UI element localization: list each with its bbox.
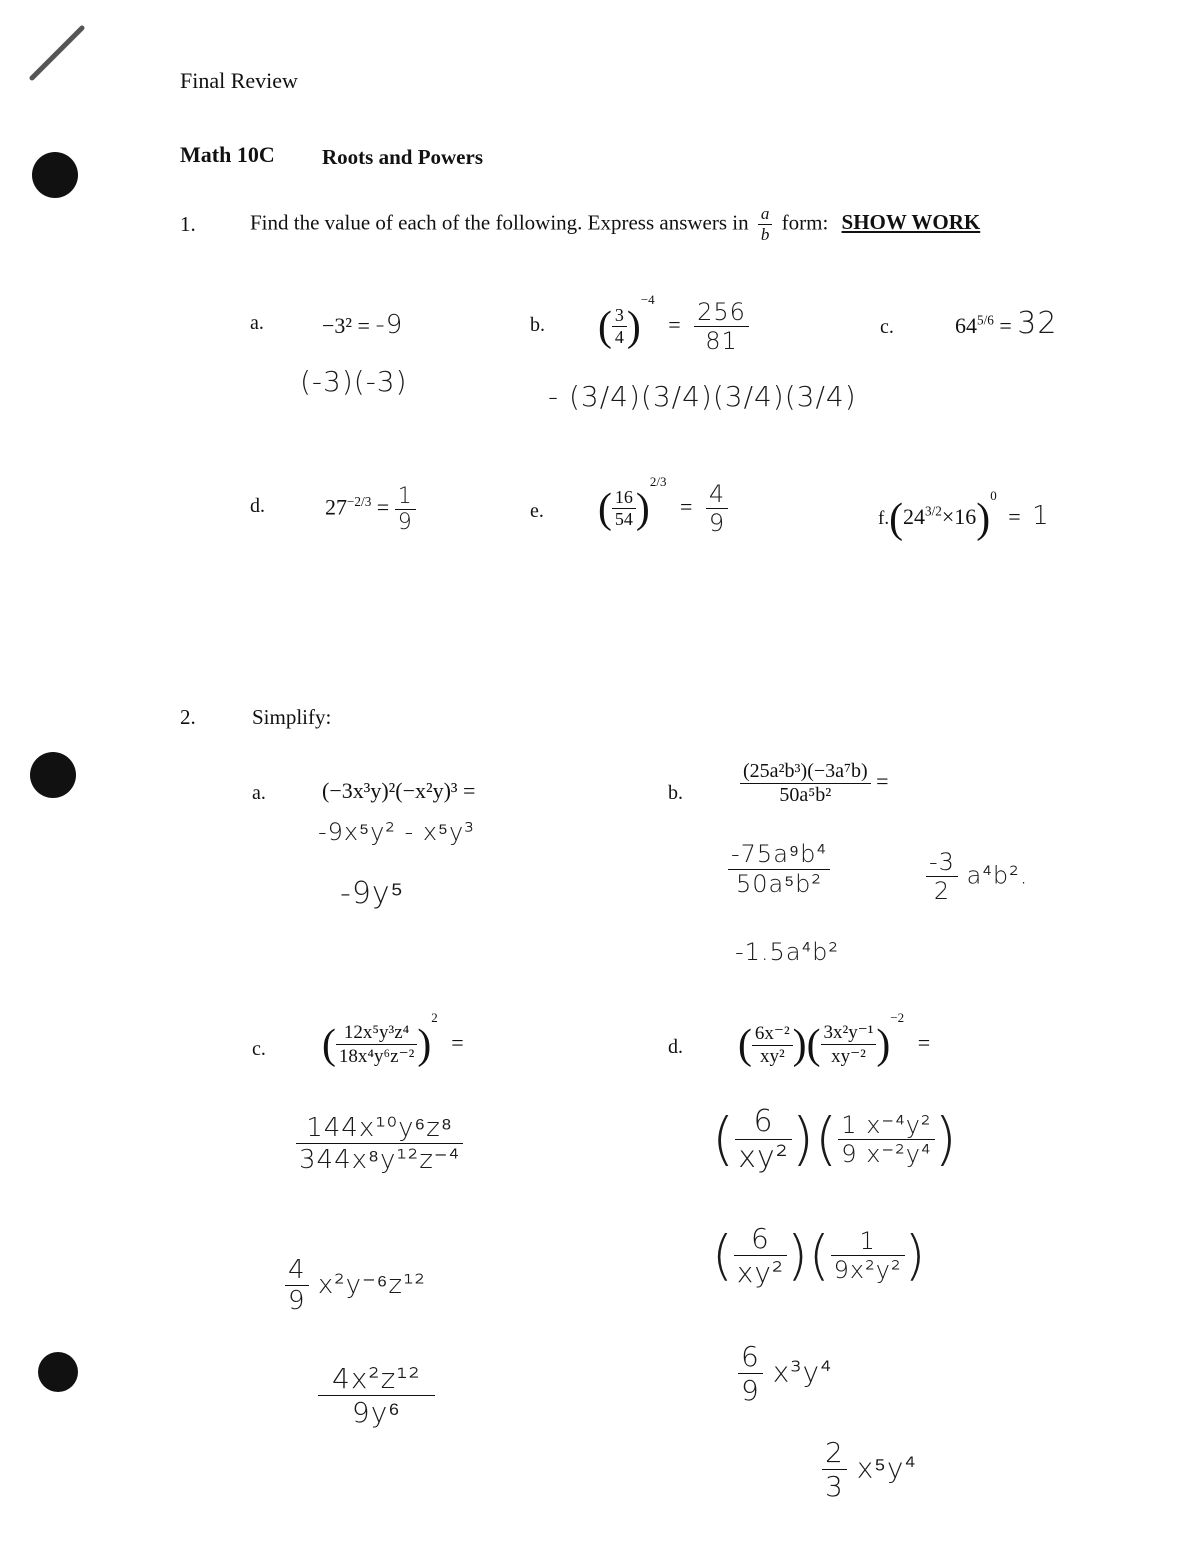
q2d-expression: ( $\frac{\text{6x⁻²}}{\text{xy²}}$ )( $\frac{\text{3x²y⁻¹}}{\text{xy⁻²}}$ )$^{-2}$ = [738, 1010, 931, 1068]
q1b-base-num: 3 [612, 305, 627, 327]
q1e-answer-num: 4 [706, 480, 728, 509]
q1e-answer [706, 480, 728, 537]
q2d-work-2a-den: xy² [736, 1256, 785, 1289]
q1d-answer-den: 9 [397, 510, 413, 535]
q2c-work-2 [285, 1255, 426, 1316]
q2d-work-1b-top: x⁻⁴y² [866, 1111, 932, 1139]
q1d-answer-num: 1 [395, 484, 416, 510]
binder-hole-bottom [38, 1352, 78, 1392]
q2d-factor-1 [752, 1022, 793, 1068]
show-work-label: SHOW WORK [841, 210, 981, 235]
q2b-decimal: -1.5a⁴b² [735, 938, 840, 966]
q2d-work-1b-den: 9 [841, 1140, 858, 1168]
q2d-work-1b-bot: x⁻²y⁴ [866, 1140, 932, 1168]
q1d-base: 27 [325, 494, 347, 520]
q2b-answer-fraction [926, 848, 958, 905]
q1f-times: ×16 [941, 504, 977, 529]
q2d-exponent: −2 [890, 1010, 905, 1025]
q2b-numerator: (25a²b³)(−3a⁷b) [740, 760, 871, 784]
q1f-exponent: 0 [990, 488, 997, 503]
q2b-denominator: 50a⁵b² [779, 784, 832, 806]
q2c-work-3 [318, 1362, 435, 1429]
q2b-answer [926, 848, 1028, 905]
q2c-work-2-den: 9 [288, 1286, 306, 1316]
unit-title: Roots and Powers [322, 145, 483, 169]
fraction-numerator: a [758, 204, 773, 225]
q2d-equals: = [917, 1030, 931, 1055]
instruction-end: form: [781, 210, 829, 235]
q2d-factor-2-num: 3x²y⁻¹ [821, 1021, 877, 1045]
q2b-answer-num: -3 [926, 848, 958, 877]
q1d-exponent: −2/3 [347, 494, 372, 510]
q1b-exponent: −4 [640, 292, 655, 307]
q2d-work-2: ( $\frac{6}{\text{xy²}}$ )( $\frac{1}{\text{9x²y²}}$ ) [712, 1222, 927, 1289]
q1e-base [612, 487, 636, 530]
q2c-exponent: 2 [431, 1010, 438, 1025]
q1d-equals: = [376, 494, 390, 520]
q2d-work-1a-num: 6 [735, 1104, 792, 1140]
q2a-printed: (−3x³y)²(−x²y)³ = [322, 778, 476, 803]
q1f-label: f. [878, 508, 890, 529]
q2c-work-1-den: 344x⁸y¹²z⁻⁴ [299, 1145, 461, 1175]
question-1-number: 1. [180, 212, 196, 236]
q2d-work-2a-num: 6 [734, 1222, 787, 1256]
q1a-label: a. [250, 312, 264, 334]
q2d-work-1a-den: xy² [738, 1140, 789, 1175]
q1b-label: b. [530, 314, 545, 336]
q2d-factor-2 [821, 1021, 877, 1068]
q2d-work-3-num: 6 [738, 1340, 763, 1374]
question-2-number: 2. [180, 705, 196, 729]
q1c-expression [955, 306, 1057, 341]
q1b-base-den: 4 [614, 327, 624, 348]
q2b-work [728, 840, 830, 899]
q1b-answer-den: 81 [705, 327, 738, 356]
q2d-answer [822, 1436, 917, 1503]
q2d-label: d. [668, 1036, 683, 1058]
q2d-work-3-rest: x³y⁴ [772, 1355, 833, 1389]
q1d-answer [395, 484, 416, 535]
q2c-denominator: 18x⁴y⁶z⁻² [338, 1045, 415, 1067]
q1f-inner: 24 [903, 504, 925, 529]
q1d-label: d. [250, 495, 265, 517]
q1a-expression [322, 310, 403, 340]
q2b-work-den: 50a⁵b² [735, 870, 823, 898]
q1e-equals: = [679, 494, 693, 519]
q1e-label: e. [530, 500, 544, 522]
binder-hole-middle [30, 752, 76, 798]
q2d-answer-den: 3 [825, 1470, 844, 1503]
q1c-exponent: 5/6 [977, 312, 994, 328]
q2b-expression [740, 760, 889, 807]
q1b-answer [694, 298, 749, 355]
q2d-work-1: ( $\frac{6}{\text{xy²}}$ )( $\frac{\text{1 x⁻⁴y²}}{\text{9 x⁻²y⁴}}$ ) [712, 1104, 958, 1175]
q2c-label: c. [252, 1038, 266, 1060]
instruction-text: Find the value of each of the following. Express answers in [250, 210, 749, 235]
q2c-work-3-num: 4x²z¹² [318, 1362, 435, 1396]
q2c-work-1 [296, 1112, 463, 1175]
q2a-work-2: -9y⁵ [340, 876, 405, 911]
q2c-equals: = [451, 1030, 464, 1055]
q1f-answer: 1 [1032, 501, 1050, 531]
q1d-expression [325, 484, 416, 535]
binder-hole-top [32, 152, 78, 198]
q1a-work: (-3)(-3) [300, 365, 408, 398]
q1a-printed: −3² = [322, 313, 370, 338]
q2b-label: b. [668, 782, 683, 804]
q1e-base-den: 54 [614, 509, 633, 530]
q2c-expression: ( $\frac{\text{12x⁵y³z⁴}}{\text{18x⁴y⁶z⁻²}}$ )$^2$ = [322, 1010, 464, 1068]
question-1-instruction [250, 204, 980, 245]
q1b-work: - (3/4)(3/4)(3/4)(3/4) [548, 380, 857, 413]
question-2-instruction: Simplify: [252, 705, 332, 729]
q2d-work-2b-num: 1 [831, 1227, 905, 1256]
q2b-work-num: -75a⁹b⁴ [728, 840, 830, 870]
q2d-work-3 [738, 1340, 832, 1407]
q2c-work-1-num: 144x¹⁰y⁶z⁸ [296, 1112, 463, 1144]
q2b-answer-den: 2 [933, 877, 951, 905]
q1e-answer-den: 9 [708, 509, 726, 538]
fraction-denominator: b [760, 225, 770, 244]
q2d-answer-num: 2 [822, 1436, 847, 1470]
q2c-work-3-den: 9y⁶ [351, 1396, 401, 1429]
q2a-label: a. [252, 782, 266, 804]
q2b-equals: = [876, 768, 889, 794]
q1e-base-num: 16 [612, 487, 636, 509]
q2d-work-3-den: 9 [741, 1374, 760, 1407]
q1a-answer: -9 [375, 310, 404, 340]
q1e-expression: ( $\frac{16}{54}$ )$^{2/3}$ = $\frac{4}{9}$ [598, 474, 728, 537]
final-review-heading: Final Review [180, 68, 298, 93]
q1f-inner-exponent: 3/2 [925, 503, 942, 519]
q1f-equals: = [1008, 504, 1021, 529]
q1b-base [612, 305, 627, 348]
q1e-exponent: 2/3 [649, 474, 667, 489]
q2d-factor-1-num: 6x⁻² [752, 1022, 793, 1046]
q2c-work-2-num: 4 [285, 1255, 309, 1286]
q2c-numerator: 12x⁵y³z⁴ [336, 1022, 417, 1045]
q1c-label: c. [880, 316, 894, 338]
q1f-expression: $f.(24^{3/2}\times 16)^0 = 1$ [878, 488, 1050, 542]
ab-fraction [758, 204, 773, 245]
q1b-equals: = [668, 312, 681, 337]
q2d-factor-2-den: xy⁻² [831, 1046, 866, 1068]
q2b-answer-rest: a⁴b². [966, 861, 1029, 890]
q1b-answer-num: 256 [694, 298, 749, 327]
q2a-work-1: -9x⁵y² - x⁵y³ [318, 818, 475, 846]
q2b-fraction [740, 760, 871, 807]
q2d-answer-rest: x⁵y⁴ [856, 1451, 917, 1485]
course-title: Math 10C [180, 142, 275, 167]
q2b-work-fraction [728, 840, 830, 899]
q2d-work-1b-num: 1 [841, 1111, 858, 1139]
q1c-answer: 32 [1017, 306, 1058, 341]
q1c-equals: = [999, 313, 1012, 338]
q2d-work-2b-den: 9x²y² [833, 1256, 902, 1284]
q2c-fraction [336, 1022, 417, 1068]
q2d-factor-1-den: xy² [759, 1045, 785, 1067]
q1c-base: 64 [955, 313, 977, 338]
q2c-work-2-rest: x²y⁻⁶z¹² [317, 1270, 426, 1300]
q1b-expression: ( $\frac{3}{4}$ )$^{-4}$ = $\frac{256}{81}$ [598, 292, 749, 355]
pencil-mark-icon [28, 22, 88, 82]
